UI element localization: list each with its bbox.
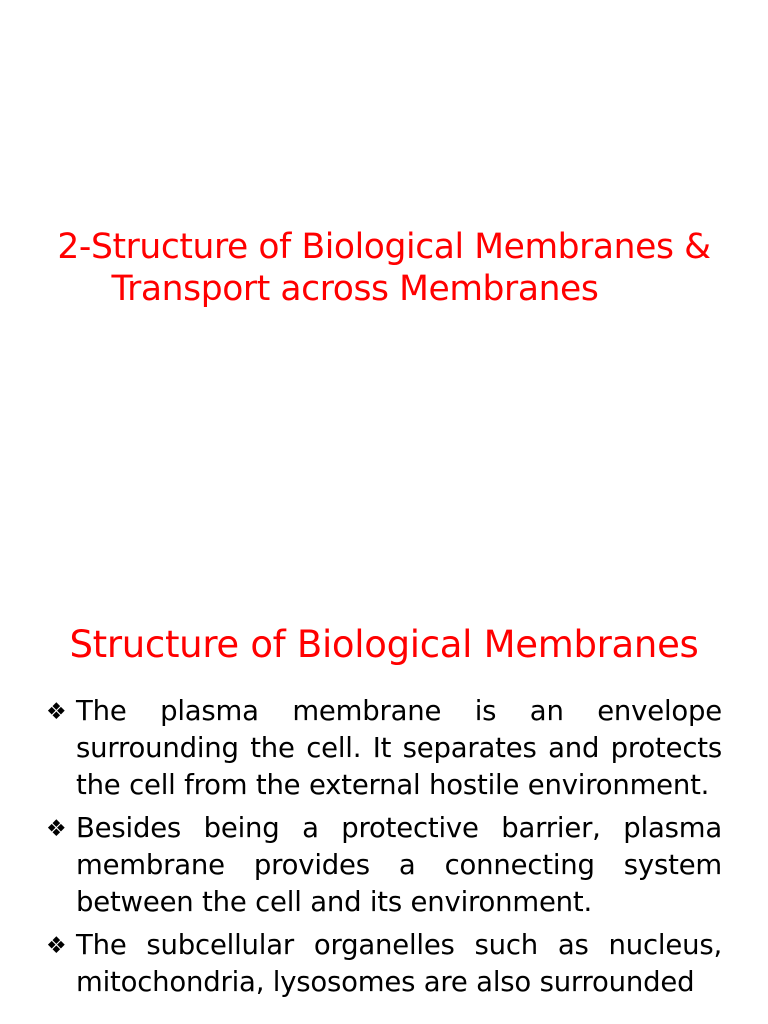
bullet-text: The subcellular organelles such as nucleus, mitochondria, lysosomes are also surrounded	[76, 929, 722, 998]
bullet-text: Besides being a protective barrier, plasma membrane provides a connecting system between the cell and its environment.	[76, 812, 722, 918]
content-slide	[0, 576, 768, 1024]
section-heading: Structure of Biological Membranes	[69, 623, 699, 666]
bullet-item	[46, 810, 722, 921]
diamond-bullet-icon: ❖	[46, 933, 67, 959]
diamond-bullet-icon: ❖	[46, 699, 67, 725]
bullet-list	[46, 693, 722, 1007]
diamond-bullet-icon: ❖	[46, 816, 67, 842]
bullet-text: The plasma membrane is an envelope surrounding the cell. It separates and protects the cell from the external hostile environment.	[76, 695, 722, 801]
title-line-2: Transport across Membranes	[111, 269, 599, 309]
bullet-item	[46, 693, 722, 804]
presentation-title	[0, 226, 768, 310]
bullet-item	[46, 927, 722, 1001]
title-line-1: 2-Structure of Biological Membranes &	[57, 227, 711, 267]
